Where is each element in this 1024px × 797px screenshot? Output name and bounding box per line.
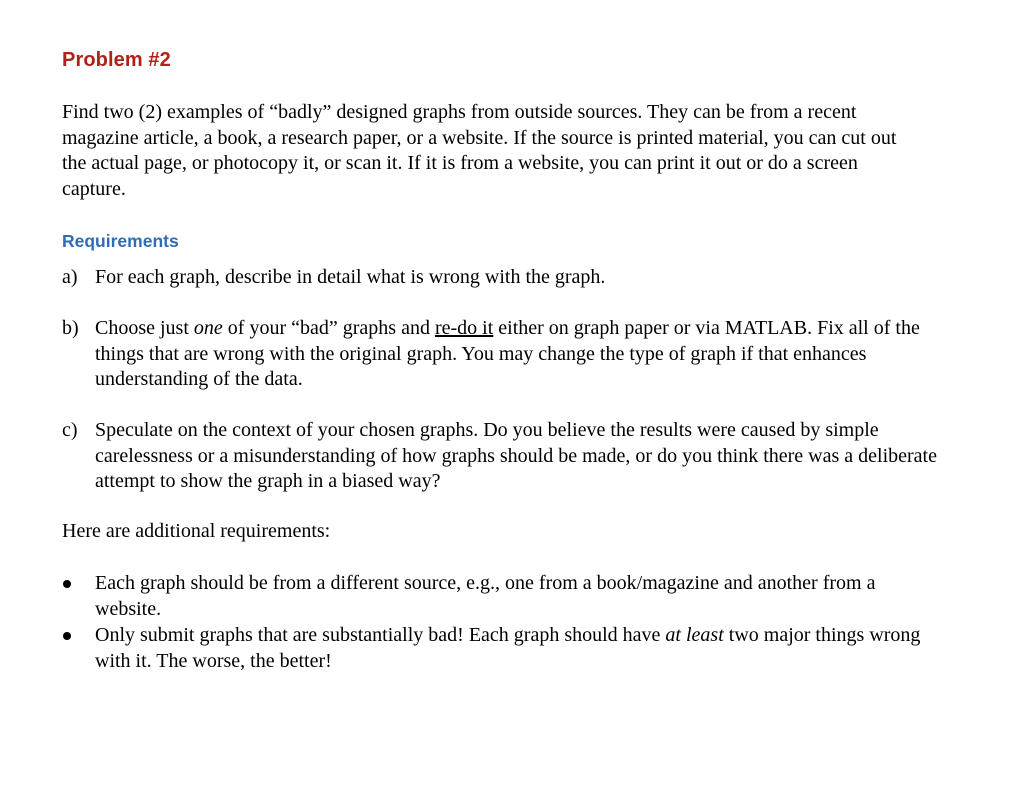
bullet-item	[62, 623, 942, 674]
text-segment: either on graph paper or via MATLAB. Fix all of the things that are wrong with the original graph. You may change the type of graph if that enhances understanding of the data.	[95, 317, 920, 390]
text-segment: Only submit graphs that are substantially bad! Each graph should have	[95, 624, 666, 646]
emphasized-text: at least	[665, 624, 724, 646]
bullet-text	[95, 623, 942, 674]
requirements-heading: Requirements	[62, 231, 179, 251]
bullet-icon	[63, 632, 71, 640]
additional-requirements-intro: Here are additional requirements:	[62, 520, 331, 542]
list-marker: c)	[62, 419, 78, 441]
requirement-text	[95, 316, 942, 393]
requirement-item-a	[62, 265, 942, 291]
list-marker: a)	[62, 266, 78, 288]
text-segment: Choose just	[95, 317, 194, 339]
problem-title: Problem #2	[62, 49, 171, 71]
requirement-text: For each graph, describe in detail what is wrong with the graph.	[95, 266, 606, 288]
requirement-item-b	[62, 316, 942, 393]
requirement-item-c	[62, 418, 942, 495]
requirement-text: Speculate on the context of your chosen graphs. Do you believe the results were caused by simple carelessness or a misunderstanding of how graphs should be made, or do you think there was a deliberate attempt to show the graph in a biased way?	[95, 419, 937, 492]
bullet-text: Each graph should be from a different source, e.g., one from a book/magazine and another from a website.	[95, 572, 876, 620]
text-segment: two major things wrong with it. The worse, the better!	[95, 624, 921, 672]
problem-intro-paragraph: Find two (2) examples of “badly” designed graphs from outside sources. They can be from a recent magazine article, a book, a research paper, or a website. If the source is printed material, you can cut out the actual page, or photocopy it, or scan it. If it is from a website, you can print it out or do a screen capture.	[62, 101, 897, 200]
bullet-item	[62, 571, 942, 622]
emphasized-text: one	[193, 317, 223, 339]
list-marker: b)	[62, 317, 79, 339]
underlined-text: re-do it	[434, 317, 494, 339]
bullet-icon	[63, 580, 71, 588]
text-segment: of your “bad” graphs and	[222, 317, 435, 339]
